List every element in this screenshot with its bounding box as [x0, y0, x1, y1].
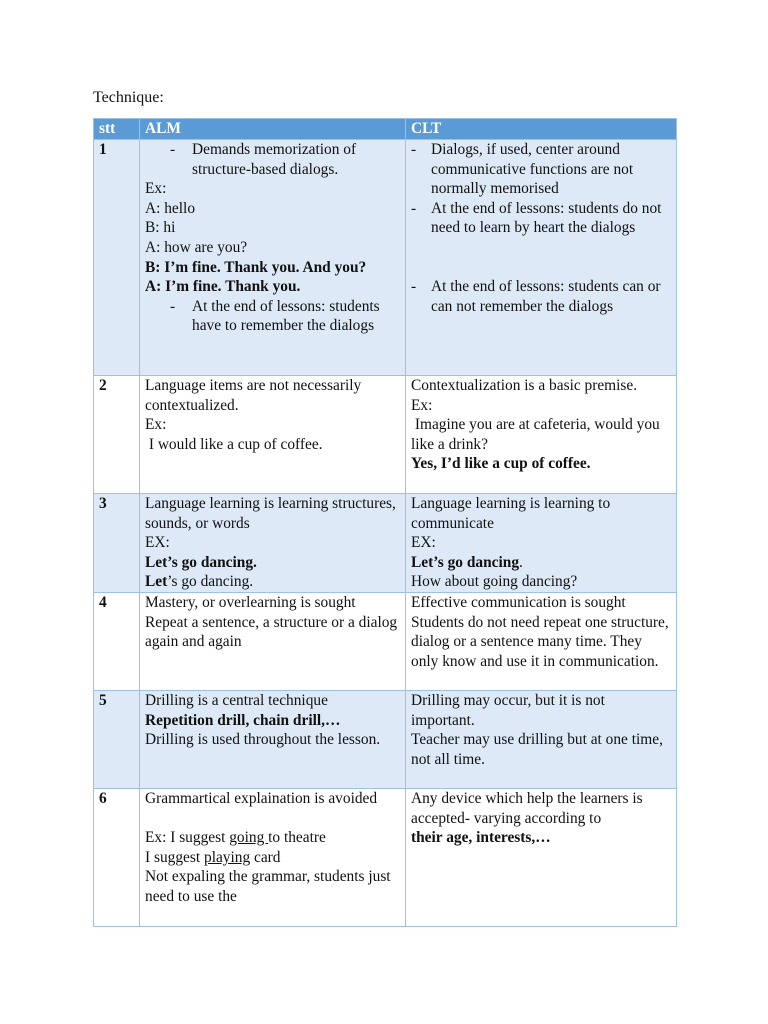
header-alm: ALM [140, 119, 406, 140]
table-row [94, 376, 677, 494]
header-stt: stt [94, 119, 140, 140]
alm-cell: Grammartical explaination is avoided Ex: I suggest going to theatre I suggest playing card Not expaling the grammar, students just need to use the [140, 788, 406, 926]
clt-cell: Drilling may occur, but it is not important. Teacher may use drilling but at one time, not all time. [406, 690, 677, 788]
clt-cell: Language learning is learning to communicate EX: Let’s go dancing. How about going dancing? [406, 494, 677, 593]
clt-cell: Effective communication is sought Students do not need repeat one structure, dialog or a sentence many time. They only know and use it in communication. [406, 592, 677, 690]
list-item: - At the end of lessons: students have to remember the dialogs [170, 297, 380, 335]
page-heading: Technique: [93, 89, 164, 106]
table-row [94, 788, 677, 926]
table-row [94, 494, 677, 593]
row-number: 2 [94, 376, 140, 494]
list-item: - Demands memorization of structure-based dialogs. [170, 141, 357, 178]
table-row [94, 592, 677, 690]
clt-cell: Any device which help the learners is accepted- varying according to their age, interests,… [406, 788, 677, 926]
alm-cell: Language items are not necessarily contextualized. Ex: I would like a cup of coffee. [140, 376, 406, 494]
alm-cell: Language learning is learning structures, sounds, or words EX: Let’s go dancing. Let’s go dancing. [140, 494, 406, 593]
list-item: - Dialogs, if used, center around communicative functions are not normally memorised [411, 141, 634, 198]
clt-cell [406, 140, 677, 376]
alm-cell: - Demands memorization of structure-based dialogs. Ex: A: hello B: hi A: how are you? B: I’m fine. Thank you. And you? A: I’m fine. Thank you. - At the end of lessons: students have to remember the dialogs [140, 140, 406, 376]
table-header-row [94, 119, 677, 140]
list-item: - At the end of lessons: students can or can not remember the dialogs [411, 278, 661, 315]
row-number: 6 [94, 788, 140, 926]
list-item: - At the end of lessons: students do not need to learn by heart the dialogs [411, 199, 662, 237]
row-number: 3 [94, 494, 140, 593]
comparison-table [93, 118, 677, 927]
alm-cell: Drilling is a central technique Repetition drill, chain drill,… Drilling is used throughout the lesson. [140, 690, 406, 788]
alm-cell: Mastery, or overlearning is sought Repeat a sentence, a structure or a dialog again and again [140, 592, 406, 690]
clt-cell: Contextualization is a basic premise. Ex: Imagine you are at cafeteria, would you like a drink? Yes, I’d like a cup of coffee. [406, 376, 677, 494]
header-clt: CLT [406, 119, 677, 140]
row-number: 5 [94, 690, 140, 788]
row-number: 4 [94, 592, 140, 690]
row-number: 1 [94, 140, 140, 376]
table-row [94, 690, 677, 788]
table-row [94, 140, 677, 376]
